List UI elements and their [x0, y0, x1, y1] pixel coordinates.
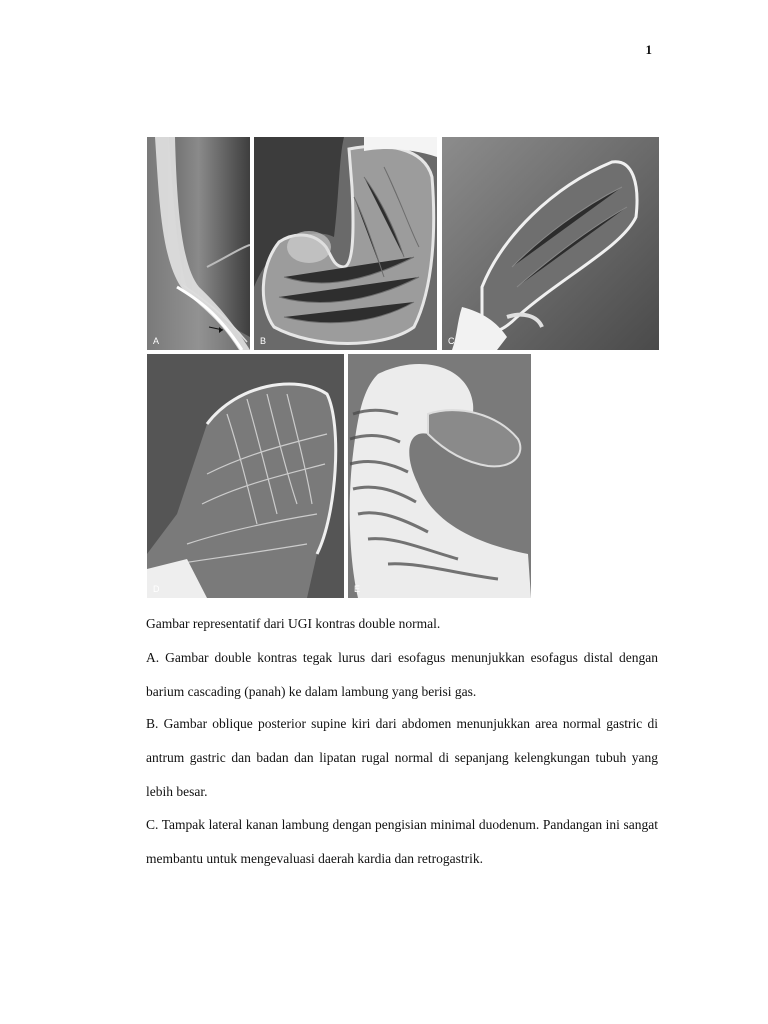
xray-panel-d	[147, 354, 344, 598]
description-a	[146, 641, 658, 709]
panel-label-b: B	[260, 336, 267, 346]
xray-panel-c	[442, 137, 659, 350]
xray-panel-b	[254, 137, 437, 350]
panel-label-d: D	[153, 584, 160, 594]
paragraph-b: B. Gambar oblique posterior supine kiri dari abdomen menunjukkan area normal gastric di antrum gastric dan badan dan lipatan rugal normal di sepanjang kelengkungan tubuh yang lebih besar.	[146, 716, 658, 799]
figure-caption: Gambar representatif dari UGI kontras double normal.	[146, 616, 441, 631]
xray-panel-a	[147, 137, 250, 350]
panel-label-e: E	[354, 584, 361, 594]
description-c	[146, 808, 658, 876]
xray-panel-e	[348, 354, 531, 598]
page-number: 1	[645, 42, 652, 57]
xray-image-c	[442, 137, 659, 350]
paragraph-c: C. Tampak lateral kanan lambung dengan pengisian minimal duodenum. Pandangan ini sangat membantu untuk mengevaluasi daerah kardia dan retrogastrik.	[146, 817, 658, 866]
xray-image-b	[254, 137, 437, 350]
xray-image-a	[147, 137, 250, 350]
xray-image-d	[147, 354, 344, 598]
panel-label-a: A	[153, 336, 160, 346]
paragraph-a: A. Gambar double kontras tegak lurus dari esofagus menunjukkan esofagus distal dengan barium cascading (panah) ke dalam lambung yang berisi gas.	[146, 650, 658, 699]
xray-image-e	[348, 354, 531, 598]
panel-label-c: C	[448, 336, 455, 346]
description-b	[146, 707, 658, 809]
